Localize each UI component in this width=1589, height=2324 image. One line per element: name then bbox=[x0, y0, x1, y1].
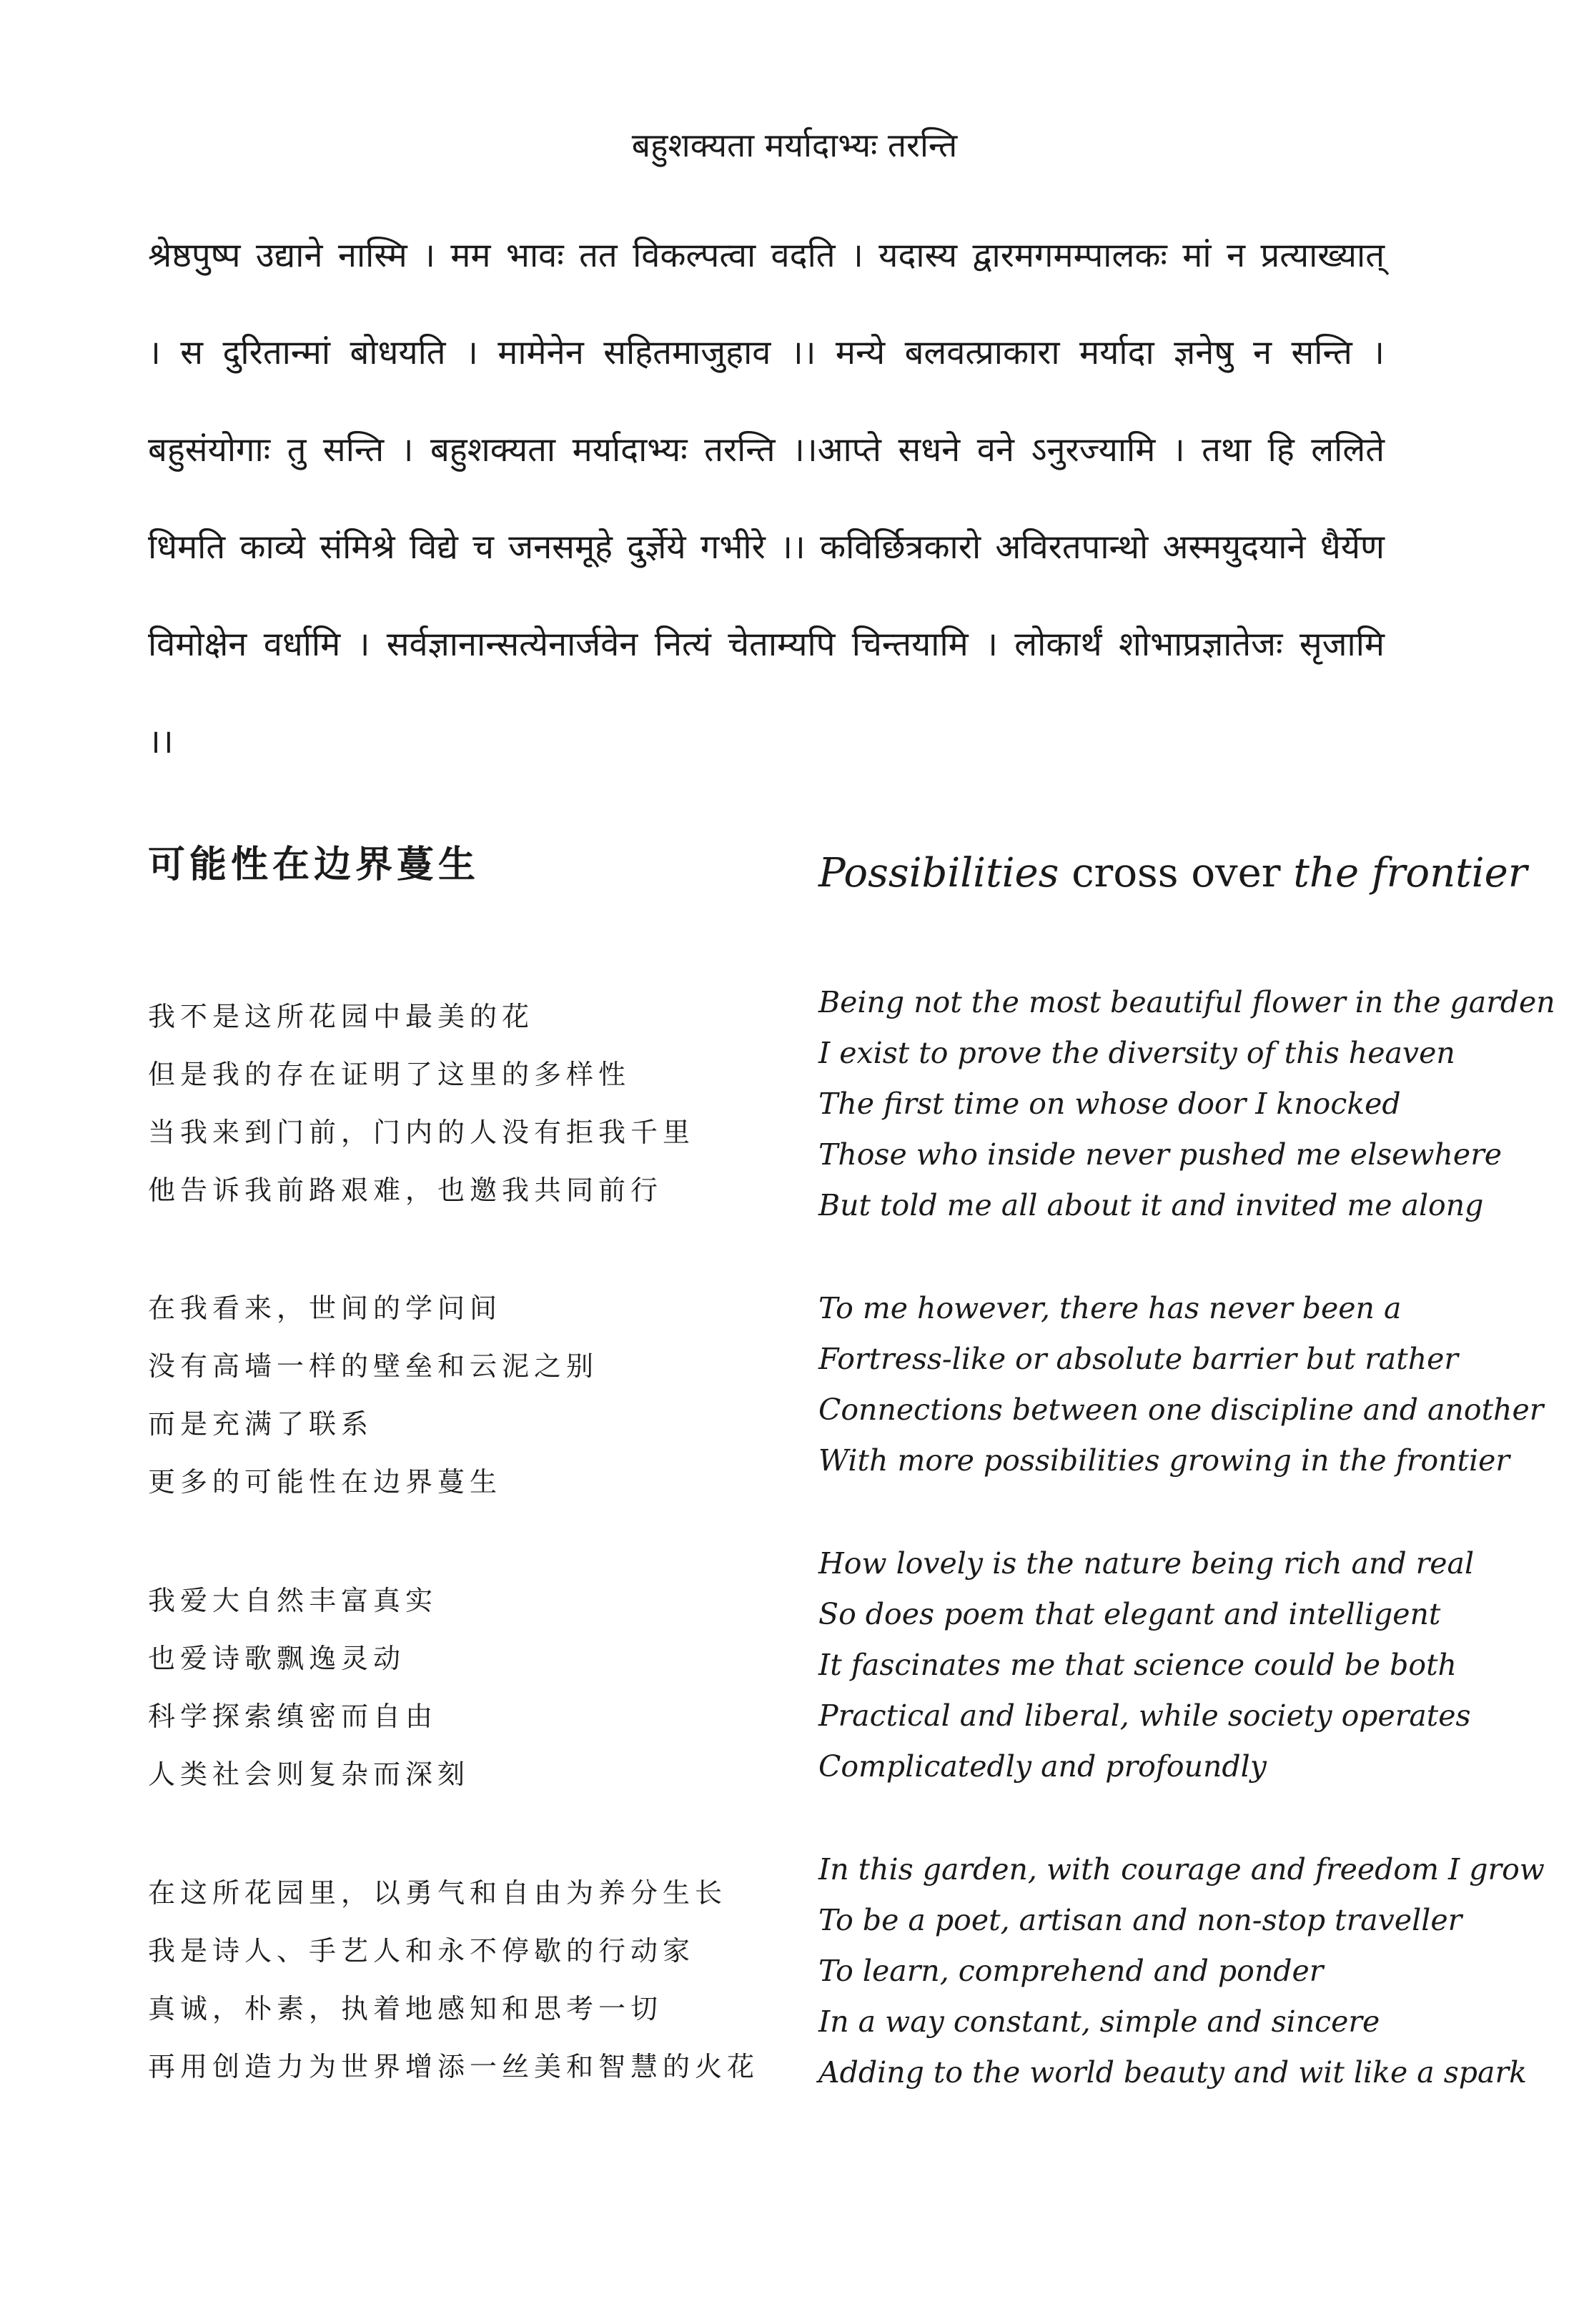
chinese-verse-line: 我爱大自然丰富真实 bbox=[148, 1585, 438, 1616]
chinese-verse-line: 没有高墙一样的壁垒和云泥之别 bbox=[148, 1350, 599, 1382]
english-verse-line: So does poem that elegant and intelligent bbox=[818, 1597, 1441, 1631]
english-verse-line: Those who inside never pushed me elsewhere bbox=[818, 1137, 1503, 1172]
english-verse-line: But told me all about it and invited me along bbox=[818, 1188, 1484, 1222]
sanskrit-line: चिन्तयामि । लोकार्थं शोभाप्रज्ञातेजः सृजामि ।। bbox=[148, 625, 1385, 761]
chinese-stanza-3 bbox=[148, 1572, 791, 1804]
sanskrit-paragraph bbox=[148, 207, 1385, 791]
english-verse-line: I exist to prove the diversity of this heaven bbox=[818, 1036, 1455, 1070]
english-verse-line: To me however, there has never been a bbox=[818, 1291, 1402, 1325]
chinese-poem-title: 可能性在边界蔓生 bbox=[148, 844, 480, 886]
chinese-stanza-4 bbox=[148, 1864, 791, 2096]
sanskrit-line: प्रत्याख्यात् । स दुरितान्मां बोधयति । मामेनेन सहितमाजुहाव ।। मन्ये बलवत्प्राकारा मर्यादा ज्ञनेषु bbox=[148, 236, 1385, 372]
chinese-verse-line: 我不是这所花园中最美的花 bbox=[148, 1001, 535, 1032]
sanskrit-title: बहुशक्यता मर्यादाभ्यः तरन्ति bbox=[631, 126, 958, 164]
chinese-verse-line: 在这所花园里，以勇气和自由为养分生长 bbox=[148, 1877, 728, 1909]
sanskrit-line: श्रेष्ठपुष्प उद्याने नास्मि । मम भावः तत विकल्पत्वा वदति । यदास्य द्वारमगमम्पालकः मां न bbox=[148, 236, 1246, 275]
english-verse-line: Complicatedly and profoundly bbox=[818, 1749, 1267, 1784]
sanskrit-line: तथा हि ललिते धिमति काव्ये संमिश्रे विद्ये च जनसमूहे दुर्ज्ञेये गभीरे ।। कविर्छित्रकारो bbox=[148, 430, 1385, 567]
english-verse-line: To be a poet, artisan and non-stop traveller bbox=[818, 1903, 1462, 1937]
sanskrit-line: अविरतपान्थो अस्मयुदयाने धैर्येण विमोक्षेन वर्धामि । सर्वज्ञानान्सत्येनार्जवेन नित्यं चेताम्यपि bbox=[148, 528, 1385, 664]
chinese-verse-line: 但是我的存在证明了这里的多样性 bbox=[148, 1059, 631, 1090]
english-verse-line: Connections between one discipline and another bbox=[818, 1393, 1544, 1427]
english-verse-line: The first time on whose door I knocked bbox=[818, 1087, 1401, 1121]
chinese-verse-line: 人类社会则复杂而深刻 bbox=[148, 1759, 470, 1790]
english-verse-line: Adding to the world beauty and wit like a spark bbox=[818, 2055, 1527, 2090]
english-verse-line: How lovely is the nature being rich and real bbox=[818, 1546, 1475, 1581]
english-stanza-2 bbox=[818, 1283, 1576, 1486]
english-verse-line: In a way constant, simple and sincere bbox=[818, 2004, 1380, 2039]
chinese-verse-line: 再用创造力为世界增添一丝美和智慧的火花 bbox=[148, 2051, 760, 2082]
english-stanza-1 bbox=[818, 977, 1576, 1231]
chinese-verse-line: 在我看来，世间的学问间 bbox=[148, 1292, 503, 1324]
english-title-word-possibilities: Possibilities bbox=[818, 850, 1059, 896]
english-verse-line: It fascinates me that science could be both bbox=[818, 1648, 1457, 1682]
english-title-word-frontier: the frontier bbox=[1293, 850, 1528, 896]
chinese-stanza-1 bbox=[148, 988, 791, 1220]
english-verse-line: Being not the most beautiful flower in the garden bbox=[818, 985, 1555, 1019]
chinese-verse-line: 也爱诗歌飘逸灵动 bbox=[148, 1643, 406, 1674]
english-verse-line: Fortress-like or absolute barrier but rather bbox=[818, 1342, 1458, 1376]
chinese-verse-line: 更多的可能性在边界蔓生 bbox=[148, 1466, 503, 1498]
english-stanza-3 bbox=[818, 1538, 1576, 1792]
english-verse-line: To learn, comprehend and ponder bbox=[818, 1954, 1324, 1988]
english-verse-line: In this garden, with courage and freedom I grow bbox=[818, 1852, 1545, 1887]
chinese-verse-line: 我是诗人、手艺人和永不停歇的行动家 bbox=[148, 1935, 696, 1967]
chinese-verse-line: 他告诉我前路艰难，也邀我共同前行 bbox=[148, 1175, 663, 1206]
chinese-verse-line: 而是充满了联系 bbox=[148, 1408, 374, 1440]
chinese-verse-line: 科学探索缜密而自由 bbox=[148, 1701, 438, 1732]
english-stanza-4 bbox=[818, 1844, 1576, 2098]
chinese-stanza-2 bbox=[148, 1280, 791, 1511]
chinese-verse-line: 真诚，朴素，执着地感知和思考一切 bbox=[148, 1993, 663, 2024]
english-poem-title bbox=[818, 844, 1528, 904]
english-verse-line: Practical and liberal, while society operates bbox=[818, 1699, 1471, 1733]
english-title-word-cross-over: cross over bbox=[1059, 850, 1294, 896]
chinese-verse-line: 当我来到门前，门内的人没有拒我千里 bbox=[148, 1117, 696, 1148]
sanskrit-line: न सन्ति । बहुसंयोगाः तु सन्ति । बहुशक्यता मर्यादाभ्यः तरन्ति ।।आप्ते सधने वने ऽनुरज्यामि । bbox=[148, 333, 1385, 470]
english-verse-line: With more possibilities growing in the frontier bbox=[818, 1443, 1510, 1478]
